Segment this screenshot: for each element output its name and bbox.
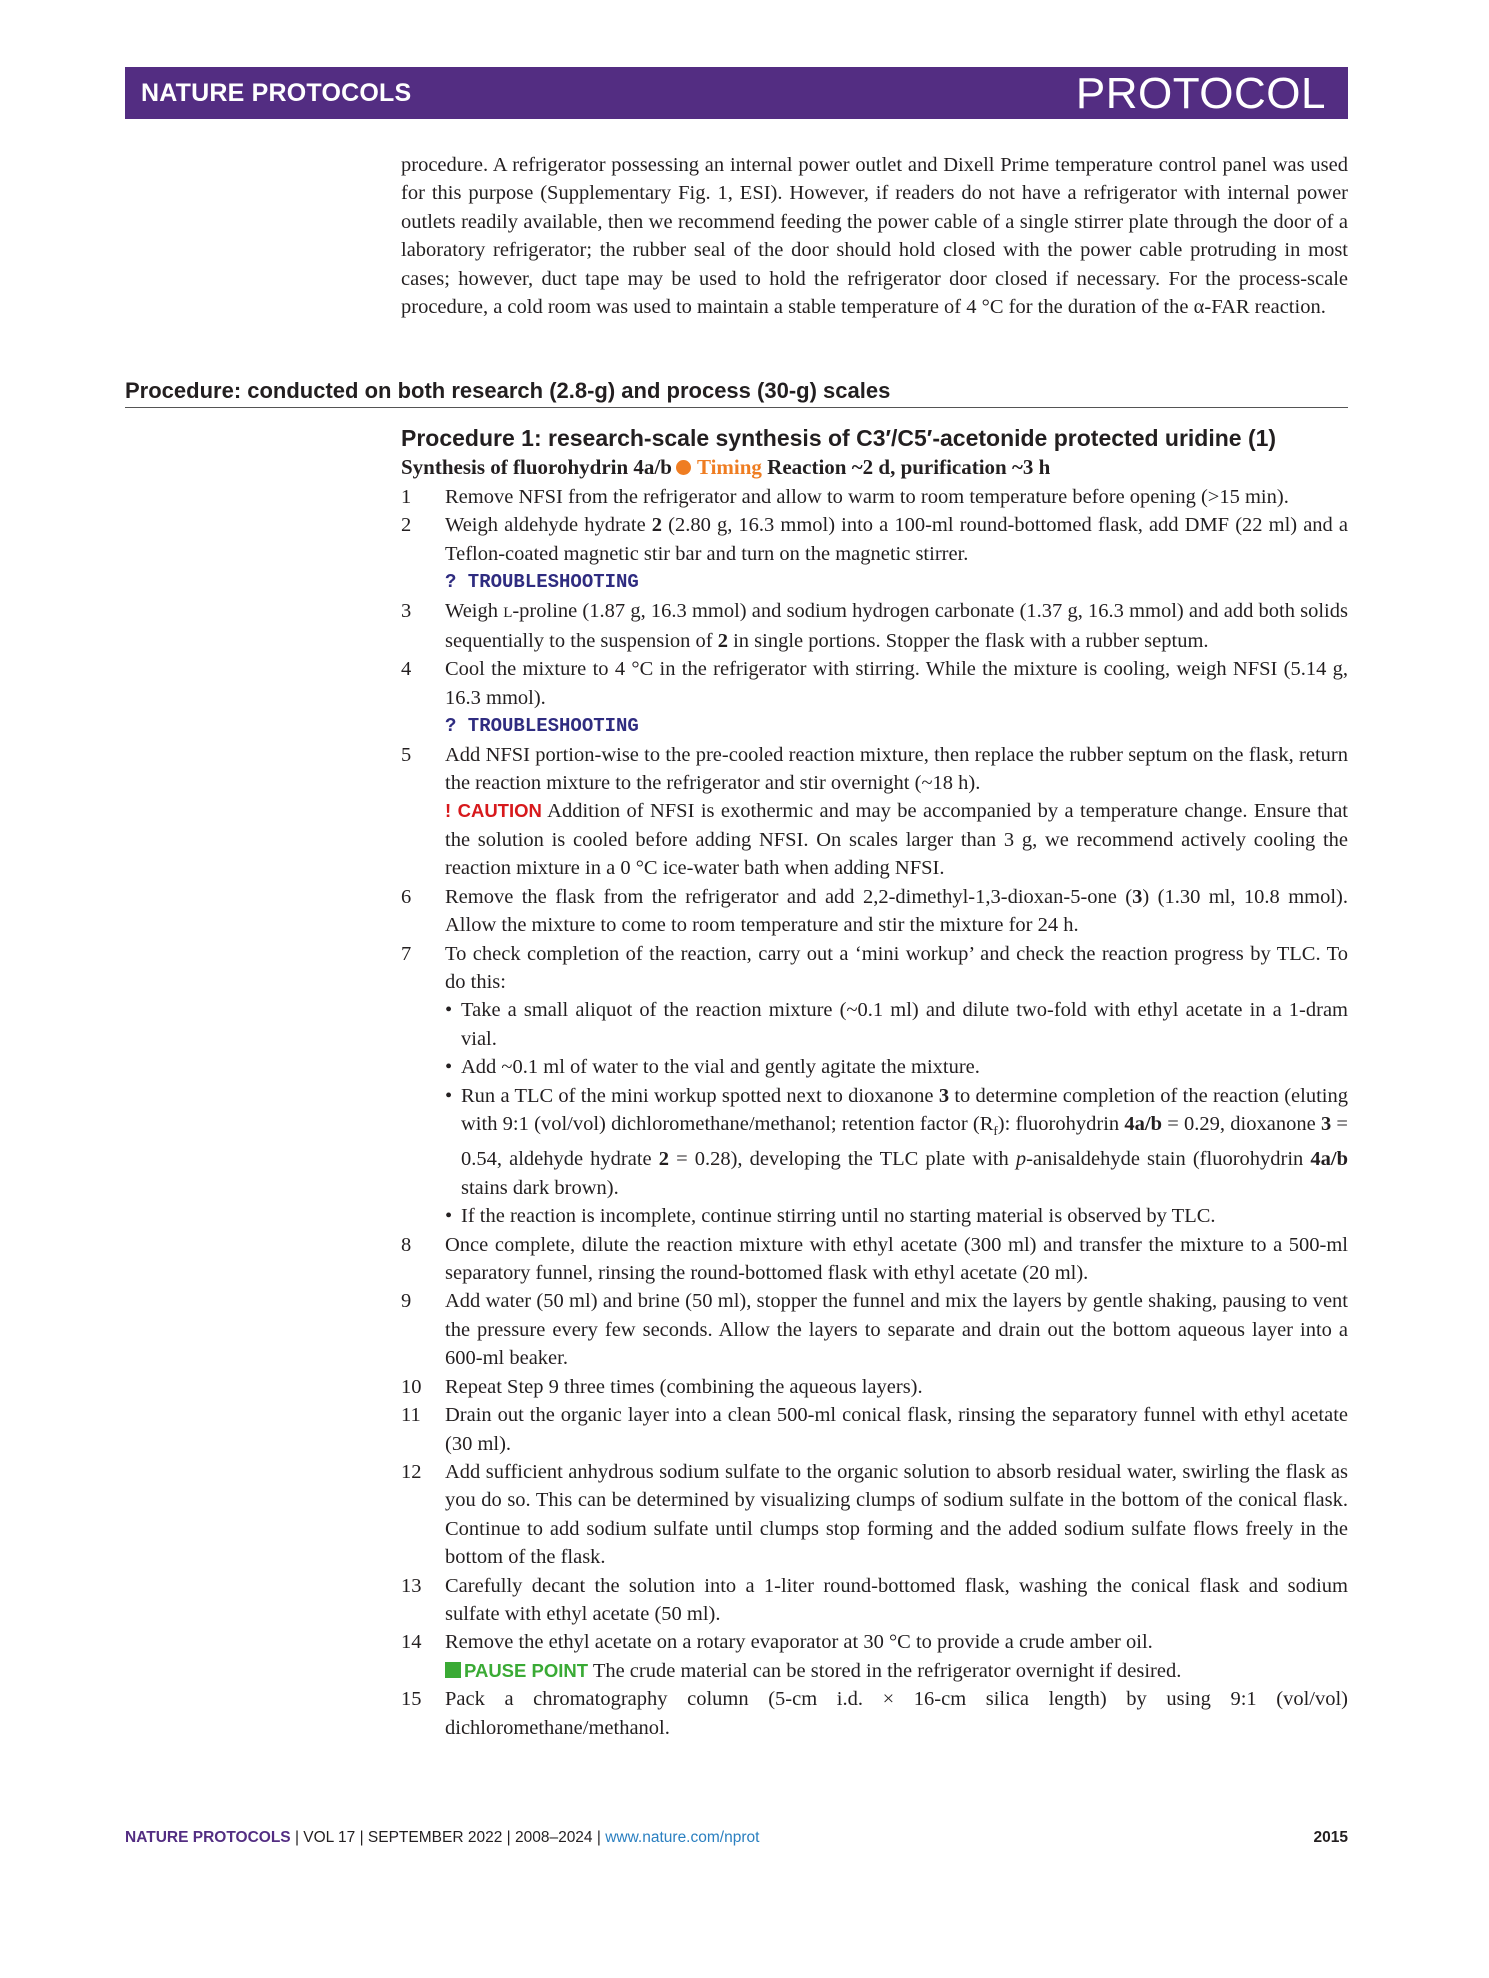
footer-date: SEPTEMBER 2022 xyxy=(367,1829,503,1846)
step-text: Weigh xyxy=(445,599,504,622)
intro-paragraph: procedure. A refrigerator possessing an internal power outlet and Dixell Prime temperature control panel was used for this purpose (Supplementary Fig. 1, ESI). However, if readers do not have a refrigerator with internal power outlets readily available, then we recommend feeding the power cable of a single stirrer plate through the door of a laboratory refrigerator; the rubber seal of the door should hold closed with the power cable protruding in most cases; however, duct tape may be used to hold the refrigerator door closed if necessary. For the process-scale procedure, a cold room was used to maintain a stable temperature of 4 °C for the duration of the α-FAR reaction. xyxy=(401,154,1348,319)
step-text: To check completion of the reaction, carry out a ‘mini workup’ and check the reaction progress by TLC. To do this: xyxy=(445,942,1348,993)
step-12 xyxy=(401,1458,1348,1572)
step-text: Weigh aldehyde hydrate xyxy=(445,514,652,537)
step-text: Remove the flask from the refrigerator and add 2,2-dimethyl-1,3-dioxan-5-one ( xyxy=(445,885,1133,908)
step-7 xyxy=(401,940,1348,1231)
list-item: • Take a small aliquot of the reaction mixture (~0.1 ml) and dilute two-fold with ethyl acetate in a 1-dram vial. xyxy=(445,996,1348,1053)
footer-volume: VOL 17 xyxy=(303,1829,356,1846)
step-3 xyxy=(401,597,1348,656)
caution-text: Addition of NFSI is exothermic and may be accompanied by a temperature change. Ensure that the solution is cooled before adding NFSI. On scales larger than 3 g, we recommend actively cooling the reaction mixture in a 0 °C ice-water bath when adding NFSI. xyxy=(445,800,1349,880)
step-number: 10 xyxy=(401,1375,422,1398)
list-item: • If the reaction is incomplete, continue stirring until no starting material is observed by TLC. xyxy=(445,1202,1348,1230)
page-number: 2015 xyxy=(1313,1829,1348,1846)
step-text: -proline (1.87 g, 16.3 mmol) and sodium hydrogen carbonate (1.37 g, 16.3 mmol) and add both solids sequentially to the suspension of xyxy=(445,599,1348,653)
compound-ref: 2 xyxy=(651,514,663,537)
step-text: Remove NFSI from the refrigerator and allow to warm to room temperature before opening (>15 min). xyxy=(445,486,1289,508)
step-14 xyxy=(401,1628,1348,1685)
step-4 xyxy=(401,655,1348,740)
section-title: Procedure: conducted on both research (2.8-g) and process (30-g) scales xyxy=(125,378,1348,408)
journal-name: NATURE PROTOCOLS xyxy=(141,79,412,107)
step-15 xyxy=(401,1685,1348,1742)
small-caps: L xyxy=(503,604,513,621)
troubleshooting-link[interactable]: ? TROUBLESHOOTING xyxy=(445,571,639,594)
step-number: 8 xyxy=(401,1233,412,1256)
footer-url[interactable]: www.nature.com/nprot xyxy=(605,1829,760,1846)
step-text: in single portions. Stopper the flask with a rubber septum. xyxy=(727,630,1209,653)
step-number: 15 xyxy=(401,1688,422,1711)
list-item: • Run a TLC of the mini workup spotted next to dioxanone 3 to determine completion of the reaction (eluting with 9:1 (vol/vol) dichloromethane/methanol; retention factor $(R_f)$: fluorohydrin 4a/b = 0.29, dioxanone 3 = 0.54, aldehyde hydrate 2 = 0.28), developing the TLC plate with p-anisaldehyde stain (fluorohydrin 4a/b stains dark brown). xyxy=(445,1082,1348,1203)
subheading xyxy=(401,455,1050,480)
pause-point-text: The crude material can be stored in the refrigerator overnight if desired. xyxy=(592,1659,1182,1682)
step-number: 6 xyxy=(401,885,412,908)
list-item: • Add ~0.1 ml of water to the vial and gently agitate the mixture. xyxy=(445,1053,1348,1081)
footer-pages: 2008–2024 xyxy=(514,1829,593,1846)
step-text: Add water (50 ml) and brine (50 ml), stopper the funnel and mix the layers by gentle shaking, pausing to vent the pressure every few seconds. Allow the layers to separate and drain out the bottom aqueous layer into a 600-ml beaker. xyxy=(445,1290,1348,1370)
step-number: 2 xyxy=(401,514,412,537)
step-number: 7 xyxy=(401,942,412,965)
step-number: 9 xyxy=(401,1290,412,1313)
caution-label: ! CAUTION xyxy=(445,800,542,822)
step-11 xyxy=(401,1401,1348,1458)
step-number: 11 xyxy=(401,1404,421,1427)
step-text: Pack a chromatography column (5-cm i.d. × 16-cm silica length) by using 9:1 (vol/vol) dichloromethane/methanol. xyxy=(445,1688,1348,1739)
article-type: PROTOCOL xyxy=(1075,69,1326,118)
step-6 xyxy=(401,883,1348,940)
troubleshooting-link[interactable]: ? TROUBLESHOOTING xyxy=(445,715,639,738)
step-text: Drain out the organic layer into a clean 500-ml conical flask, rinsing the separatory funnel with ethyl acetate (30 ml). xyxy=(445,1404,1348,1455)
step-9 xyxy=(401,1287,1348,1372)
step-number: 13 xyxy=(401,1574,422,1597)
journal-header xyxy=(125,67,1348,119)
footer-journal: NATURE PROTOCOLS xyxy=(125,1829,291,1846)
pause-point-label: PAUSE POINT xyxy=(464,1659,589,1681)
step-number: 3 xyxy=(401,599,412,622)
procedure-title: Procedure 1: research-scale synthesis of C3′/C5′-acetonide protected uridine (1) xyxy=(401,425,1277,451)
step-number: 5 xyxy=(401,743,412,766)
step-13 xyxy=(401,1572,1348,1629)
step-number: 14 xyxy=(401,1631,422,1654)
pause-point-icon xyxy=(445,1662,461,1678)
step-text: (2.80 g, 16.3 mmol) into a 100-ml round-bottomed flask, add DMF (22 ml) and a Teflon-coated magnetic stir bar and turn on the magnetic stirrer. xyxy=(445,514,1348,565)
bullet-list xyxy=(445,996,1348,1230)
compound-ref: 3 xyxy=(1132,885,1143,908)
compound-ref: 2 xyxy=(717,630,728,653)
step-text: Remove the ethyl acetate on a rotary evaporator at 30 °C to provide a crude amber oil. xyxy=(445,1631,1153,1654)
step-1 xyxy=(401,483,1348,511)
timing-clock-icon xyxy=(676,460,691,475)
step-number: 12 xyxy=(401,1460,422,1483)
timing-text: Reaction ~2 d, purification ~3 h xyxy=(767,455,1051,479)
step-text: Once complete, dilute the reaction mixture with ethyl acetate (300 ml) and transfer the mixture to a 500-ml separatory funnel, rinsing the round-bottomed flask with ethyl acetate (20 ml). xyxy=(445,1233,1348,1285)
step-text: Add sufficient anhydrous sodium sulfate to the organic solution to absorb residual water, swirling the flask as you do so. This can be determined by visualizing clumps of sodium sulfate in the bottom of the conical flask. Continue to add sodium sulfate until clumps stop forming and the added sodium sulfate flows freely in the bottom of the flask. xyxy=(445,1460,1348,1569)
step-5 xyxy=(401,741,1348,883)
step-number: 1 xyxy=(401,486,412,508)
step-text: Repeat Step 9 three times (combining the aqueous layers). xyxy=(445,1375,923,1398)
step-text: Cool the mixture to 4 °C in the refrigerator with stirring. While the mixture is cooling, weigh NFSI (5.14 g, 16.3 mmol). xyxy=(445,658,1348,709)
timing-label: Timing xyxy=(696,455,762,479)
step-10 xyxy=(401,1373,1348,1401)
step-8 xyxy=(401,1231,1348,1288)
page-footer: NATURE PROTOCOLS | VOL 17 | SEPTEMBER 2022 | 2008–2024 | www.nature.com/nprot 2015 xyxy=(125,1829,1348,1846)
step-text: Carefully decant the solution into a 1-liter round-bottomed flask, washing the conical flask and sodium sulfate with ethyl acetate (50 ml). xyxy=(445,1574,1348,1625)
step-2 xyxy=(401,511,1348,596)
step-number: 4 xyxy=(401,658,412,681)
subheading-label: Synthesis of fluorohydrin 4a/b xyxy=(401,455,672,479)
step-text: Add NFSI portion-wise to the pre-cooled reaction mixture, then replace the rubber septum on the flask, return the reaction mixture to the refrigerator and stir overnight (~18 h). xyxy=(445,743,1348,795)
procedure-steps xyxy=(401,483,1348,1742)
step-text: ) (1.30 ml, 10.8 mmol). Allow the mixture to come to room temperature and stir the mixture for 24 h. xyxy=(445,885,1349,937)
